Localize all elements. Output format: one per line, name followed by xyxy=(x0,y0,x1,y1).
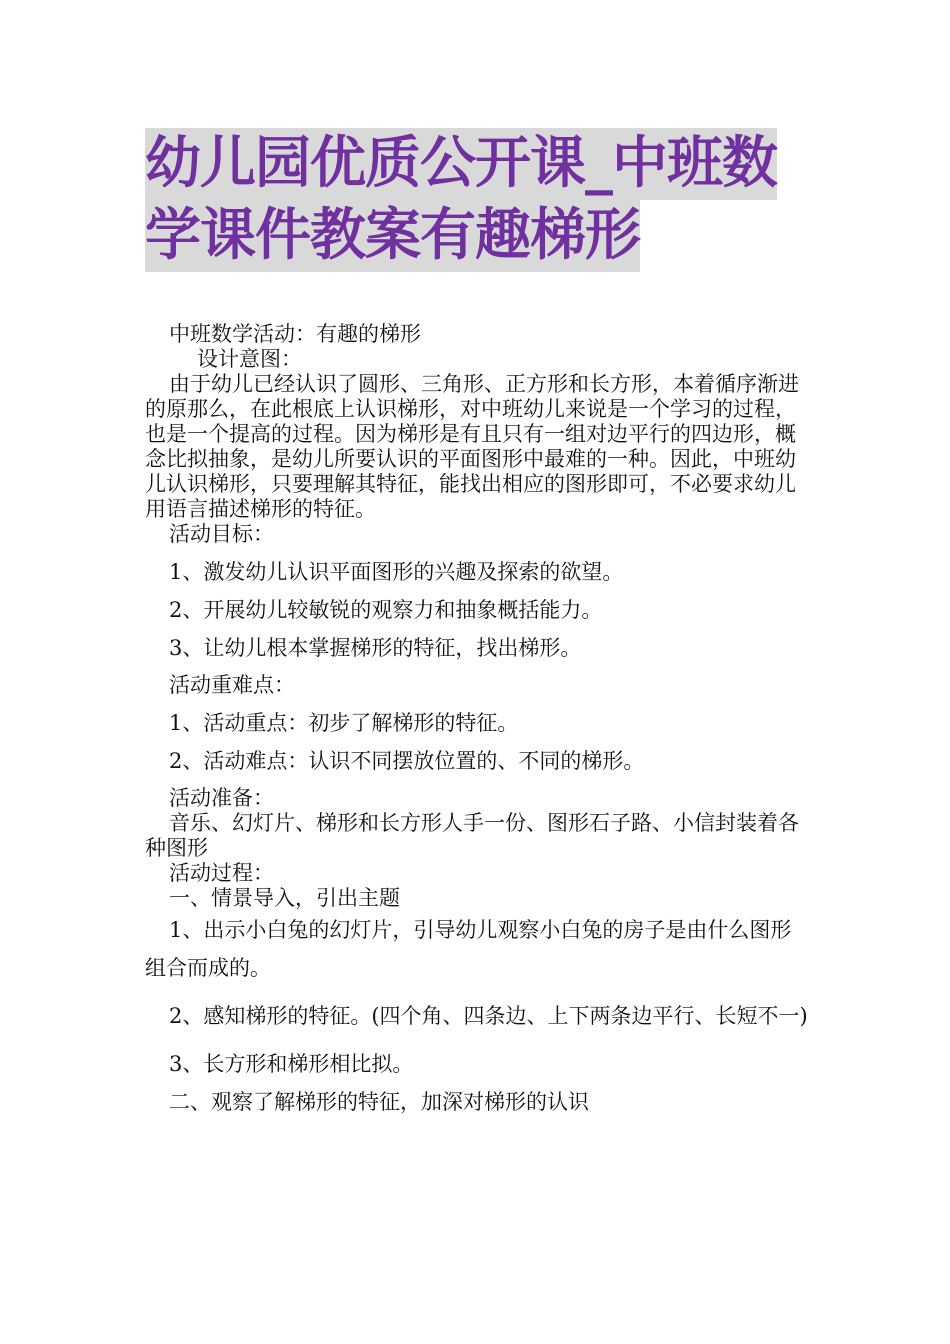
document-title xyxy=(145,128,825,272)
title-line-1: 幼儿园优质公开课_中班数 xyxy=(145,128,777,200)
process-step-2: 2、感知梯形的特征。(四个角、四条边、上下两条边平行、长短不一) xyxy=(169,1004,808,1028)
design-intent-heading: 设计意图： xyxy=(197,347,302,371)
process-step-1: 1、出示小白兔的幻灯片，引导幼儿观察小白兔的房子是由什么图形组合而成的。 xyxy=(145,918,792,980)
process-section-2: 二、观察了解梯形的特征，加深对梯形的认识 xyxy=(169,1090,589,1114)
goals-heading: 活动目标： xyxy=(169,522,274,546)
process-heading: 活动过程： xyxy=(169,861,274,885)
goal-item-1: 1、激发幼儿认识平面图形的兴趣及探索的欲望。 xyxy=(169,560,624,584)
process-step-3: 3、长方形和梯形相比拟。 xyxy=(169,1052,414,1076)
document-body xyxy=(145,322,810,1121)
process-section-1: 一、情景导入，引出主题 xyxy=(169,886,400,910)
key-points-heading: 活动重难点： xyxy=(169,673,295,697)
preparation-paragraph: 音乐、幻灯片、梯形和长方形人手一份、图形石子路、小信封装着各种图形 xyxy=(145,811,799,860)
activity-name: 中班数学活动：有趣的梯形 xyxy=(169,322,421,346)
design-intent-paragraph: 由于幼儿已经认识了圆形、三角形、正方形和长方形，本着循序渐进的原那么，在此根底上认识梯形，对中班幼儿来说是一个学习的过程，也是一个提高的过程。因为梯形是有且只有一组对边平行的四边形，概念比拟抽象，是幼儿所要认识的平面图形中最难的一种。因此，中班幼儿认识梯形，只要理解其特征，能找出相应的图形即可，不必要求幼儿用语言描述梯形的特征。 xyxy=(145,372,799,521)
key-point-item-1: 1、活动重点：初步了解梯形的特征。 xyxy=(169,711,519,735)
goal-item-2: 2、开展幼儿较敏锐的观察力和抽象概括能力。 xyxy=(169,598,603,622)
title-line-2: 学课件教案有趣梯形 xyxy=(145,200,640,272)
key-point-item-2: 2、活动难点：认识不同摆放位置的、不同的梯形。 xyxy=(169,749,645,773)
goal-item-3: 3、让幼儿根本掌握梯形的特征，找出梯形。 xyxy=(169,636,582,660)
preparation-heading: 活动准备： xyxy=(169,786,274,810)
